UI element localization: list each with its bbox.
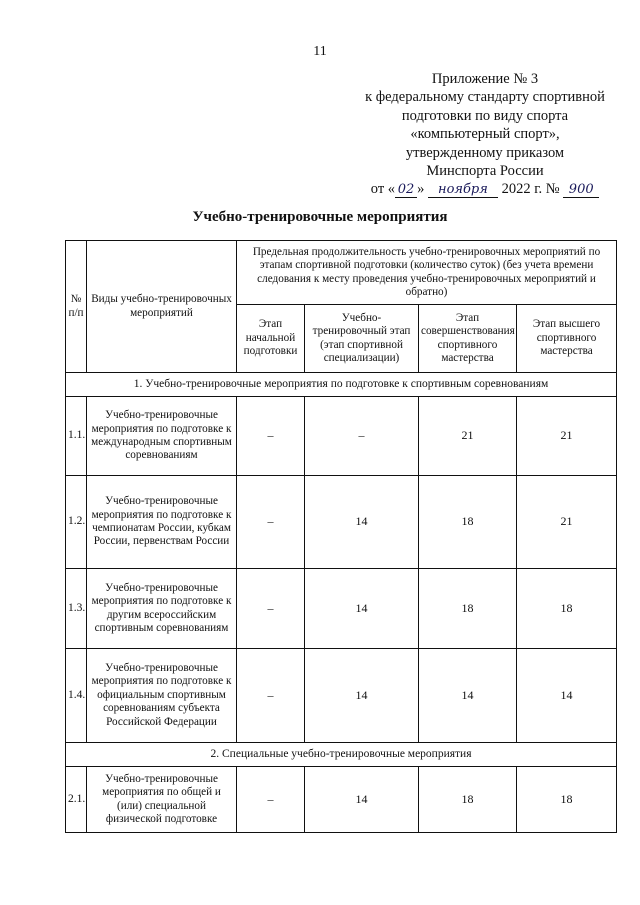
cell-stage-3: 14	[419, 649, 517, 743]
table-row	[66, 569, 617, 649]
section-row	[66, 373, 617, 397]
col-num-header: № п/п	[66, 241, 87, 373]
stage-header: Этап совершенствования спортивного мастерства	[419, 305, 517, 373]
table-row	[66, 397, 617, 476]
cell-stage-1: –	[237, 397, 305, 476]
appendix-line: к федеральному стандарту спортивной	[365, 89, 605, 106]
row-event-name: Учебно-тренировочные мероприятия по подготовке к другим всероссийским спортивным соревнованиям	[87, 569, 237, 649]
row-event-name: Учебно-тренировочные мероприятия по подготовке к международным спортивным соревнованиям	[87, 397, 237, 476]
appendix-title: Приложение № 3	[431, 71, 539, 87]
row-event-name: Учебно-тренировочные мероприятия по подготовке к официальным спортивным соревнованиям субъекта Российской Федерации	[87, 649, 237, 743]
cell-stage-1: –	[237, 476, 305, 569]
handwritten-number: 900	[563, 183, 599, 198]
table-row	[66, 476, 617, 569]
col-kind-header: Виды учебно-тренировочных мероприятий	[87, 241, 237, 373]
appendix-line: утвержденному приказом	[405, 144, 565, 161]
table-row	[66, 767, 617, 833]
cell-stage-3: 21	[419, 397, 517, 476]
duration-header: Предельная продолжительность учебно-тренировочных мероприятий по этапам спортивной подготовки (количество суток) (без учета времени следования к месту проведения учебно-тренировочных мероприятий и обратно)	[237, 241, 617, 305]
stage-header: Учебно-тренировочный этап (этап спортивной специализации)	[305, 305, 419, 373]
cell-stage-2: –	[305, 397, 419, 476]
appendix-line: Минспорта России	[426, 163, 544, 180]
row-number: 1.3.	[66, 569, 87, 649]
cell-stage-2: 14	[305, 476, 419, 569]
cell-stage-1: –	[237, 767, 305, 833]
appendix-block	[340, 70, 630, 199]
row-number: 2.1.	[66, 767, 87, 833]
cell-stage-2: 14	[305, 649, 419, 743]
cell-stage-4: 21	[517, 397, 617, 476]
table-header-row	[66, 241, 617, 305]
events-table	[65, 240, 617, 833]
row-event-name: Учебно-тренировочные мероприятия по подготовке к чемпионатам России, кубкам России, первенствам России	[87, 476, 237, 569]
stage-header: Этап начальной подготовки	[237, 305, 305, 373]
date-mid: »	[417, 181, 425, 198]
cell-stage-4: 18	[517, 767, 617, 833]
page-number: 11	[313, 44, 327, 59]
cell-stage-1: –	[237, 569, 305, 649]
cell-stage-1: –	[237, 649, 305, 743]
row-number: 1.1.	[66, 397, 87, 476]
appendix-date-line	[340, 180, 630, 198]
table-row	[66, 649, 617, 743]
appendix-line: «компьютерный спорт»,	[410, 126, 560, 143]
row-number: 1.2.	[66, 476, 87, 569]
handwritten-day: 02	[395, 183, 417, 198]
cell-stage-3: 18	[419, 569, 517, 649]
stage-header: Этап высшего спортивного мастерства	[517, 305, 617, 373]
date-prefix: от «	[370, 181, 396, 198]
section-title: 1. Учебно-тренировочные мероприятия по подготовке к спортивным соревнованиям	[66, 373, 617, 397]
appendix-line: подготовки по виду спорта	[401, 107, 569, 124]
cell-stage-2: 14	[305, 767, 419, 833]
row-event-name: Учебно-тренировочные мероприятия по общей и (или) специальной физической подготовке	[87, 767, 237, 833]
cell-stage-3: 18	[419, 476, 517, 569]
section-row	[66, 743, 617, 767]
document-title: Учебно-тренировочные мероприятия	[192, 209, 448, 225]
cell-stage-4: 14	[517, 649, 617, 743]
cell-stage-4: 18	[517, 569, 617, 649]
section-title: 2. Специальные учебно-тренировочные мероприятия	[66, 743, 617, 767]
row-number: 1.4.	[66, 649, 87, 743]
cell-stage-4: 21	[517, 476, 617, 569]
handwritten-month: ноября	[428, 183, 498, 198]
cell-stage-2: 14	[305, 569, 419, 649]
date-year: 2022 г. №	[501, 181, 560, 198]
cell-stage-3: 18	[419, 767, 517, 833]
